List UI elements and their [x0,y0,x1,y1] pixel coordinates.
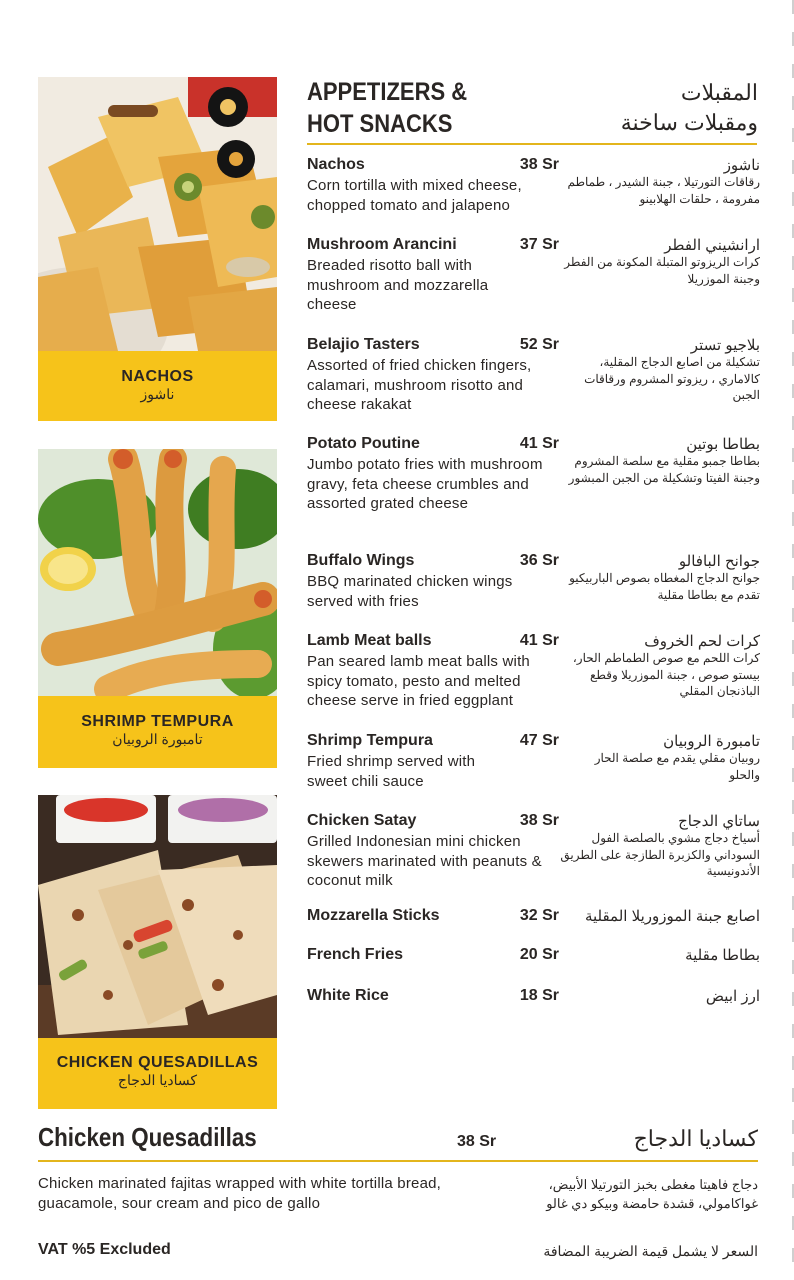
item-name: Lamb Meat balls [307,632,432,649]
featured-description: Chicken marinated fajitas wrapped with white tortilla bread, guacamole, sour cream and pico de gallo [38,1175,442,1212]
vat-note: VAT %5 Excluded [38,1241,171,1258]
chicken-quesadillas-caption [38,1038,277,1109]
shrimp-tempura-image [38,449,277,696]
item-name-ar: اصابع جبنة الموزوريلا المقلية [584,908,760,925]
item-price: 38 Sr [519,812,559,829]
nachos-photo [38,77,277,351]
item-price: 52 Sr [519,336,559,353]
item-description-ar: كرات اللحم مع صوص الطماطم الحار، بيستو صوص ، جبنة الموزريلا وقطع الباذنجان المقلي [572,651,760,698]
item-name-ar: ارانشيني الفطر [664,237,760,254]
featured-title-ar: كساديا الدجاج [633,1126,758,1151]
featured-price: 38 Sr [457,1133,497,1150]
item-name-ar: بطاطا مقلية [685,947,760,964]
item-description-ar: روبيان مقلي يقدم مع صلصة الحار والحلو [594,751,760,782]
item-name: Mushroom Arancini [307,236,457,253]
item-description-ar: بطاطا جمبو مقلية مع سلصة المشروم وجبنة الفيتا وتشكيلة من الجبن المبشور [568,454,760,485]
item-name: White Rice [307,987,389,1004]
item-name: Shrimp Tempura [307,732,433,749]
section-divider [307,143,757,145]
shrimp-tempura-caption-en: SHRIMP TEMPURA [81,713,234,730]
item-description: Breaded risotto ball with mushroom and mozzarella cheese [307,257,489,313]
menu-item-french-fries [307,946,760,968]
menu-item-belajio-tasters [307,336,760,416]
item-name-ar: كرات لحم الخروف [644,633,760,650]
chicken-quesadillas-caption-en: CHICKEN QUESADILLAS [56,1054,259,1071]
item-name: Mozzarella Sticks [307,907,440,924]
item-price: 41 Sr [519,632,559,649]
item-price: 36 Sr [519,552,559,569]
item-description: Corn tortilla with mixed cheese, chopped tomato and jalapeno [307,177,522,214]
menu-item-mushroom-arancini [307,236,760,316]
item-name-ar: ارز ابيض [705,988,760,1005]
featured-title: Chicken Quesadillas [38,1122,257,1152]
item-name: French Fries [307,946,404,963]
nachos-caption-en: NACHOS [121,368,194,385]
menu-item-shrimp-tempura [307,732,760,792]
section-title-ar-line2: ومقبلات ساخنة [620,110,758,135]
chicken-quesadillas-photo [38,795,277,1038]
menu-item-mozzarella-sticks [307,907,760,929]
item-description-ar: أسياخ دجاج مشوي بالصلصة الفول السوداني والكزبرة الطازجة على الطريق الأندونيسية [560,831,760,878]
chicken-quesadillas-image [38,795,277,1038]
item-name: Chicken Satay [307,812,417,829]
chicken-quesadillas-caption-ar: كساديا الدجاج [117,1072,198,1088]
shrimp-tempura-photo [38,449,277,696]
item-description: Jumbo potato fries with mushroom gravy, feta cheese crumbles and assorted grated cheese [307,456,543,512]
item-name-ar: ساتاي الدجاج [678,813,760,830]
item-name: Belajio Tasters [307,336,420,353]
item-name: Buffalo Wings [307,552,415,569]
section-title-en [307,76,483,140]
item-name-ar: تامبورة الروبيان [663,733,760,750]
item-name: Nachos [307,156,365,173]
vat-note-ar: السعر لا يشمل قيمة الضريبة المضافة [543,1243,758,1259]
item-price: 38 Sr [519,156,559,173]
item-price: 37 Sr [519,236,559,253]
item-price: 32 Sr [519,907,559,924]
menu-item-buffalo-wings [307,552,760,612]
item-name-ar: بطاطا بوتين [686,436,760,453]
menu-item-white-rice [307,987,760,1009]
featured-divider [38,1160,758,1162]
item-description-ar: جوانح الدجاج المغطاه بصوص الباربيكيو تقدم مع بطاطا مقلية [569,571,760,602]
nachos-image [38,77,277,351]
menu-item-lamb-meat-balls [307,632,760,712]
nachos-caption [38,351,277,421]
section-title-en-line2: HOT SNACKS [307,110,453,138]
item-price: 47 Sr [519,732,559,749]
section-title-ar-line1: المقبلات [680,80,758,105]
item-description-ar: رقاقات التورتيلا ، جبنة الشيدر ، طماطم مفرومة ، حلقات الهلابينو [567,175,760,206]
section-title-en-line1: APPETIZERS & [307,78,468,106]
item-price: 41 Sr [519,435,559,452]
item-description: BBQ marinated chicken wings served with fries [307,573,513,610]
item-description: Fried shrimp served with sweet chili sauce [307,753,476,790]
menu-item-potato-poutine [307,435,760,535]
menu-item-chicken-satay [307,812,760,892]
item-description: Pan seared lamb meat balls with spicy tomato, pesto and melted cheese serve in fried eggplant [307,653,530,709]
menu-item-nachos [307,156,760,216]
item-description-ar: كرات الريزوتو المتبلة المكونة من الفطر وجبنة الموزريلا [564,255,760,286]
item-description: Assorted of fried chicken fingers, calamari, mushroom risotto and cheese rakakat [307,357,532,413]
item-price: 20 Sr [519,946,559,963]
item-description-ar: تشكيلة من اصابع الدجاج المقلية، كالاماري ، ريزوتو المشروم ورقاقات الجبن [584,355,760,402]
shrimp-tempura-caption [38,696,277,768]
nachos-caption-ar: ناشوز [140,386,175,402]
featured-description-ar: دجاج فاهيتا مغطى بخبز التورتيلا الأبيض، غواكامولي، قشدة حامضة وبيكو دي غالو [546,1177,758,1211]
item-name-ar: بلاجيو تستر [690,337,760,354]
item-name-ar: جوانح البافالو [678,553,760,570]
section-title-ar [538,78,758,138]
item-price: 18 Sr [519,987,559,1004]
item-name-ar: ناشوز [723,157,760,174]
shrimp-tempura-caption-ar: تامبورة الروبيان [112,731,203,747]
item-name: Potato Poutine [307,435,420,452]
item-description: Grilled Indonesian mini chicken skewers marinated with peanuts & coconut milk [307,833,542,889]
